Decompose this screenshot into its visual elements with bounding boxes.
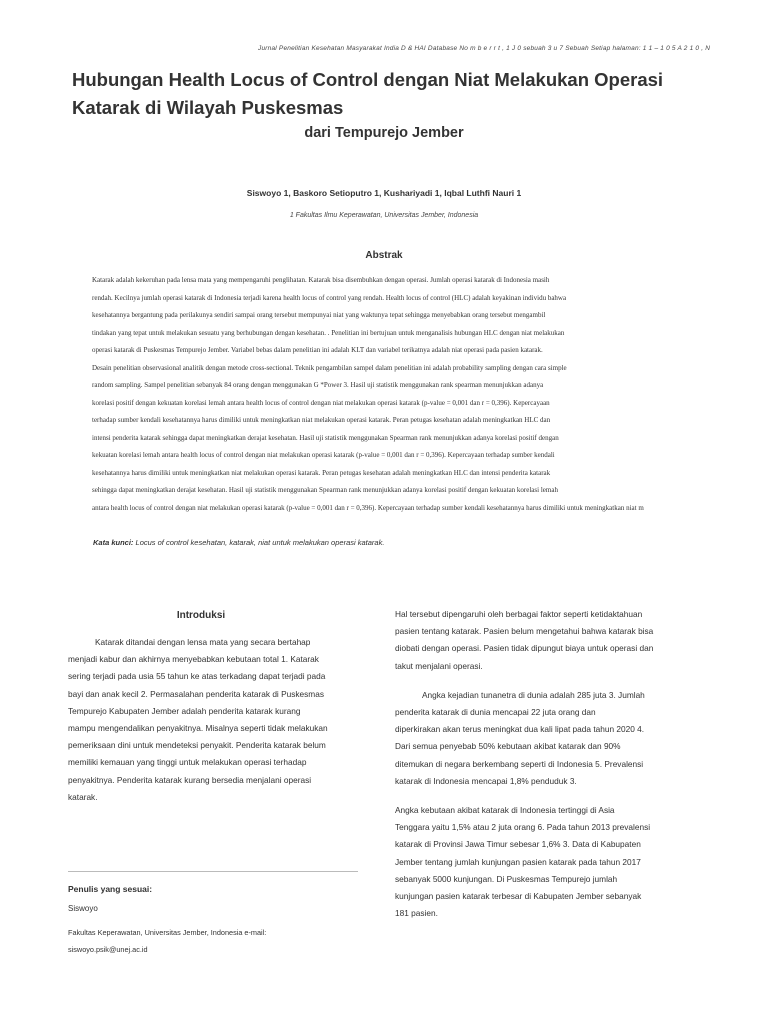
right-paragraph-2: [395, 687, 710, 790]
abstract-line: kesehatannya harus dimiliki untuk meningkatkan niat melakukan operasi katarak. Peran petugas kesehatan adalah meningkatkan HLC dan intensi penderita katarak: [92, 468, 551, 477]
correspondence-affiliation: [68, 924, 368, 958]
left-column: [68, 610, 373, 806]
abstract-line: operasi katarak di Puskesmas Tempurejo Jember. Variabel bebas dalam penelitian ini adalah KLT dan variabel terikatnya adalah niat operasi pada pasien katarak.: [92, 346, 543, 354]
text-line: sering terjadi pada usia 55 tahun ke atas terkadang dapat terjadi pada: [68, 671, 326, 682]
abstract-line: Katarak adalah kekeruhan pada lensa mata yang mempengaruhi penglihatan. Katarak bisa disembuhkan dengan operasi. Jumlah operasi katarak di Indonesia masih: [92, 276, 550, 284]
intro-paragraph: [68, 634, 373, 806]
text-line: diobati dengan operasi. Pasien tidak dipungut biaya untuk operasi dan: [395, 643, 654, 654]
text-line: pasien tentang katarak. Pasien belum mengetahui bahwa katarak bisa: [395, 626, 654, 637]
correspondence-email: siswoyo.psik@unej.ac.id: [68, 945, 148, 954]
title-line-1: Hubungan Health Locus of Control dengan Niat Melakukan Operasi: [72, 69, 664, 90]
correspondence-affil-line: Fakultas Keperawatan, Universitas Jember, Indonesia e-mail:: [68, 928, 267, 937]
abstract-line: kekuatan korelasi lemah antara health locus of control dengan niat melakukan operasi katarak (p-value = 0,001 dan r = 0,396). Kepercayaan terhadap sumber kendali: [92, 451, 555, 459]
text-line: bayi dan anak kecil 2. Permasalahan penderita katarak di Puskesmas: [68, 688, 324, 699]
text-line: diperkirakan akan terus meningkat dua kali lipat pada tahun 2020 4.: [395, 724, 645, 735]
text-line: sebanyak 5000 kunjungan. Di Puskesmas Tempurejo jumlah: [395, 873, 618, 884]
text-line: ditemukan di negara berkembang seperti di Indonesia 5. Prevalensi: [395, 758, 644, 769]
abstract-line: sehingga dapat meningkatkan derajat kesehatan. Hasil uji statistik menggunakan Spearman rank menunjukkan adanya korelasi positif dengan kekuatan korelasi lemah: [92, 486, 558, 494]
text-line: takut menjalani operasi.: [395, 660, 483, 671]
keywords-label: Kata kunci:: [93, 538, 134, 547]
text-line: Katarak ditandai dengan lensa mata yang secara bertahap: [95, 637, 311, 647]
intro-heading: Introduksi: [176, 610, 226, 621]
text-line: Angka kejadian tunanetra di dunia adalah 285 juta 3. Jumlah: [422, 689, 645, 700]
text-line: 181 pasien.: [395, 908, 438, 919]
right-column: [395, 606, 710, 922]
text-line: penyakitnya. Penderita katarak kurang bersedia menjalani operasi: [68, 774, 312, 785]
text-line: Dari semua penyebab 50% kebutaan akibat katarak dan 90%: [395, 741, 621, 752]
text-line: memiliki kemauan yang tinggi untuk melakukan operasi terhadap: [68, 757, 307, 768]
abstract-line: terhadap sumber kendali kesehatannya harus dimiliki untuk meningkatkan niat melakukan operasi katarak. Peran petugas kesehatan adalah meningkatkan HLC dan: [92, 416, 551, 424]
correspondence-divider: [68, 871, 358, 872]
correspondence-heading: Penulis yang sesuai:: [68, 884, 153, 894]
text-line: penderita katarak di dunia mencapai 22 juta orang dan: [395, 707, 596, 718]
text-line: pemeriksaan dini untuk mendeteksi penyakit. Penderita katarak belum: [68, 740, 326, 751]
running-head: Jurnal Penelitian Kesehatan Masyarakat India D & HAI Database No m b e r r t , 1 J 0 sebuah 3 u 7 Sebuah Setiap halaman: 1 1 – 1 0 5 A 2 1 0 , N: [258, 45, 711, 52]
text-line: Tenggara yaitu 1,5% atau 2 juta orang 6. Pada tahun 2013 prevalensi: [395, 822, 651, 833]
text-line: Angka kebutaan akibat katarak di Indonesia tertinggi di Asia: [395, 805, 615, 816]
title-line-2: Katarak di Wilayah Puskesmas: [72, 97, 344, 118]
author-list: Siswoyo 1, Baskoro Setioputro 1, Kushariyadi 1, Iqbal Luthfi Nauri 1: [246, 188, 522, 198]
author-affiliation: 1 Fakultas Ilmu Keperawatan, Universitas Jember, Indonesia: [289, 212, 479, 219]
abstract-line: intensi penderita katarak sehingga dapat meningkatkan derajat kesehatan. Hasil uji statistik menggunakan Spearman rank menunjukkan adanya korelasi positif dengan: [92, 433, 559, 442]
abstract-body: [92, 272, 768, 517]
text-line: katarak di Indonesia mencapai 1,8% penduduk 3.: [395, 775, 577, 786]
text-line: Jember tentang jumlah kunjungan pasien katarak pada tahun 2017: [395, 856, 641, 867]
abstract-line: random sampling. Sampel penelitian sebanyak 84 orang dengan menggunakan G *Power 3. Hasil uji statistik menggunakan rank spearman menunjukkan adanya: [92, 381, 544, 389]
abstract-line: antara health locus of control dengan niat melakukan operasi katarak (p-value = 0,001 dan r = 0,396). Kepercayaan terhadap sumber kendali kesehatannya harus dimiliki untuk meningkatkan niat m: [92, 503, 644, 512]
abstract-heading: Abstrak: [365, 250, 403, 261]
article-title: [72, 66, 712, 122]
abstract-line: korelasi positif dengan kekuatan korelasi lemah antara health locus of control dengan niat melakukan operasi katarak (p-value = 0,001 dan r = 0,396). Kepercayaan: [92, 398, 550, 407]
abstract-line: tindakan yang tepat untuk melakukan sesuatu yang berhubungan dengan kesehatan. . Penelitian ini bertujuan untuk menganalisis hubungan HLC dengan niat melakukan: [92, 328, 565, 337]
correspondence-name: Siswoyo: [68, 904, 98, 913]
text-line: Hal tersebut dipengaruhi oleh berbagai faktor seperti ketidaktahuan: [395, 609, 643, 619]
keywords-text: Locus of control kesehatan, katarak, niat untuk melakukan operasi katarak.: [133, 538, 385, 547]
text-line: katarak di Provinsi Jawa Timur sebesar 1,6% 3. Data di Kabupaten: [395, 839, 641, 850]
abstract-line: Desain penelitian observasional analitik dengan metode cross-sectional. Teknik pengambilan sampel dalam penelitian ini adalah probability sampling dengan cara simple: [92, 363, 567, 372]
text-line: menjadi kabur dan akhirnya menyebabkan kebutaan total 1. Katarak: [68, 654, 319, 665]
right-paragraph-3: [395, 802, 710, 922]
text-line: kunjungan pasien katarak terbesar di Kabupaten Jember sebanyak: [395, 891, 642, 902]
right-paragraph-1: [395, 606, 710, 675]
abstract-line: rendah. Kecilnya jumlah operasi katarak di Indonesia terjadi karena health locus of control yang rendah. Health locus of control (HLC) adalah keyakinan individu bahwa: [92, 293, 567, 302]
text-line: Tempurejo Kabupaten Jember adalah penderita katarak kurang: [68, 705, 301, 716]
article-subtitle: dari Tempurejo Jember: [304, 125, 464, 141]
text-line: mampu mengendalikan penyakitnya. Misalnya seperti tidak melakukan: [68, 723, 328, 734]
abstract-line: kesehatannya bergantung pada perilakunya sendiri sampai orang tersebut mempunyai niat yang waktunya tepat sehingga menyebabkan orang tersebut mengambil: [92, 311, 546, 319]
keywords: [93, 538, 753, 547]
text-line: katarak.: [68, 791, 98, 802]
